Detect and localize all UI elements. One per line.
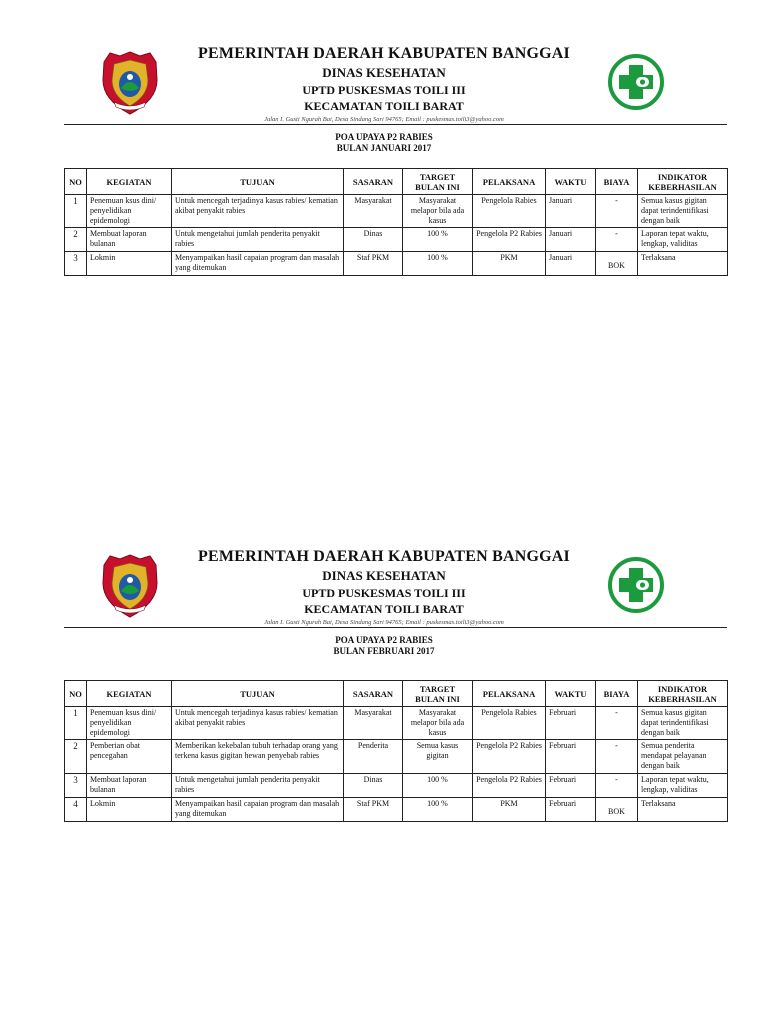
- row-biaya: [596, 798, 638, 822]
- poa-title: POA UPAYA P2 RABIES: [335, 132, 433, 142]
- row-pelaksana: PKM: [473, 798, 546, 822]
- address-line: Jalan I. Gusti Ngurah Bai, Desa Sindang Sari 94765; Email : puskesmas.toili3@yahoo.com: [264, 116, 504, 123]
- district-title: KECAMATAN TOILI BARAT: [304, 99, 464, 113]
- puskesmas-title: UPTD PUSKESMAS TOILI III: [302, 83, 466, 97]
- row-tujuan: Untuk mencegah terjadinya kasus rabies/ kematian akibat penyakit rabies: [172, 195, 344, 228]
- puskesmas-cross-logo-icon: [607, 556, 665, 614]
- puskesmas-cross-logo-icon: [607, 53, 665, 111]
- col-sasaran: SASARAN: [344, 169, 403, 195]
- row-tujuan: Untuk mengetahui jumlah penderita penyakit rabies: [172, 774, 344, 798]
- district-title: KECAMATAN TOILI BARAT: [304, 602, 464, 616]
- row-no: 1: [65, 195, 87, 228]
- col-no: NO: [65, 681, 87, 707]
- row-pelaksana: PKM: [473, 252, 546, 276]
- row-indikator: Semua kasus gigitan dapat terindentifikasi dengan baik: [638, 195, 728, 228]
- row-indikator: Semua kasus gigitan dapat terindentifikasi dengan baik: [638, 707, 728, 740]
- col-no: NO: [65, 169, 87, 195]
- row-no: 4: [65, 798, 87, 822]
- col-indikator: INDIKATOR KEBERHASILAN: [638, 681, 728, 707]
- row-waktu: Februari: [546, 774, 596, 798]
- row-target: 100 %: [403, 774, 473, 798]
- row-tujuan: Menyampaikan hasil capaian program dan masalah yang ditemukan: [172, 798, 344, 822]
- agency-title: DINAS KESEHATAN: [322, 65, 446, 80]
- header-divider: [64, 627, 727, 628]
- col-biaya: BIAYA: [596, 169, 638, 195]
- table-row: [65, 252, 728, 276]
- poa-table: [64, 168, 728, 276]
- row-sasaran: Staf PKM: [344, 252, 403, 276]
- row-kegiatan: Penemuan ksus dini/ penyelidikan epidemologi: [87, 707, 172, 740]
- col-sasaran: SASARAN: [344, 681, 403, 707]
- kabupaten-banggai-emblem-icon: [100, 553, 160, 619]
- col-tujuan: TUJUAN: [172, 681, 344, 707]
- row-indikator: Laporan tepat waktu, lengkap, validitas: [638, 228, 728, 252]
- row-biaya: -: [596, 195, 638, 228]
- row-indikator: Terlaksana: [638, 798, 728, 822]
- row-pelaksana: Pengelola Rabies: [473, 707, 546, 740]
- row-sasaran: Dinas: [344, 228, 403, 252]
- row-no: 3: [65, 252, 87, 276]
- row-sasaran: Masyarakat: [344, 707, 403, 740]
- row-kegiatan: Membuat laporan bulanan: [87, 774, 172, 798]
- row-biaya: -: [596, 774, 638, 798]
- poa-period: BULAN FEBRUARI 2017: [333, 646, 435, 656]
- poa-january-section: [0, 40, 768, 272]
- poa-heading: [0, 132, 768, 154]
- row-biaya: -: [596, 228, 638, 252]
- letterhead: [0, 543, 768, 626]
- col-pelaksana: PELAKSANA: [473, 169, 546, 195]
- col-target: TARGET BULAN INI: [403, 169, 473, 195]
- row-tujuan: Memberikan kekebalan tubuh terhadap orang yang terkena kasus gigitan hewan penyebab rabies: [172, 740, 344, 774]
- row-tujuan: Untuk mencegah terjadinya kasus rabies/ kematian akibat penyakit rabies: [172, 707, 344, 740]
- row-waktu: Januari: [546, 252, 596, 276]
- row-target: 100 %: [403, 252, 473, 276]
- row-sasaran: Dinas: [344, 774, 403, 798]
- row-waktu: Januari: [546, 228, 596, 252]
- row-no: 2: [65, 740, 87, 774]
- table-row: [65, 195, 728, 228]
- poa-february-section: [0, 543, 768, 818]
- row-indikator: Laporan tepat waktu, lengkap, validitas: [638, 774, 728, 798]
- row-biaya: -: [596, 707, 638, 740]
- col-target: TARGET BULAN INI: [403, 681, 473, 707]
- row-target: Semua kasus gigitan: [403, 740, 473, 774]
- poa-table: [64, 680, 728, 822]
- address-line: Jalan I. Gusti Ngurah Bai, Desa Sindang Sari 94765; Email : puskesmas.toili3@yahoo.com: [264, 619, 504, 626]
- col-pelaksana: PELAKSANA: [473, 681, 546, 707]
- letterhead: [0, 40, 768, 123]
- row-target: Masyarakat melapor bila ada kasus: [403, 195, 473, 228]
- row-biaya-value: BOK: [608, 261, 625, 270]
- row-kegiatan: Pemberian obat pencegahan: [87, 740, 172, 774]
- agency-title: DINAS KESEHATAN: [322, 568, 446, 583]
- col-kegiatan: KEGIATAN: [87, 681, 172, 707]
- government-title: PEMERINTAH DAERAH KABUPATEN BANGGAI: [198, 45, 570, 62]
- puskesmas-title: UPTD PUSKESMAS TOILI III: [302, 586, 466, 600]
- table-row: [65, 740, 728, 774]
- row-target: 100 %: [403, 228, 473, 252]
- table-row: [65, 228, 728, 252]
- col-waktu: WAKTU: [546, 681, 596, 707]
- row-waktu: Februari: [546, 707, 596, 740]
- row-target: Masyarakat melapor bila ada kasus: [403, 707, 473, 740]
- col-biaya: BIAYA: [596, 681, 638, 707]
- row-no: 1: [65, 707, 87, 740]
- government-title: PEMERINTAH DAERAH KABUPATEN BANGGAI: [198, 548, 570, 565]
- row-pelaksana: Pengelola P2 Rabies: [473, 228, 546, 252]
- row-pelaksana: Pengelola P2 Rabies: [473, 740, 546, 774]
- row-sasaran: Staf PKM: [344, 798, 403, 822]
- poa-heading: [0, 635, 768, 657]
- row-pelaksana: Pengelola Rabies: [473, 195, 546, 228]
- row-no: 2: [65, 228, 87, 252]
- table-row: [65, 774, 728, 798]
- row-sasaran: Penderita: [344, 740, 403, 774]
- poa-title: POA UPAYA P2 RABIES: [335, 635, 433, 645]
- row-biaya-value: BOK: [608, 807, 625, 816]
- col-waktu: WAKTU: [546, 169, 596, 195]
- poa-period: BULAN JANUARI 2017: [336, 143, 432, 153]
- row-waktu: Januari: [546, 195, 596, 228]
- header-divider: [64, 124, 727, 125]
- table-row: [65, 707, 728, 740]
- row-kegiatan: Lokmin: [87, 798, 172, 822]
- kabupaten-banggai-emblem-icon: [100, 50, 160, 116]
- row-indikator: Terlaksana: [638, 252, 728, 276]
- col-tujuan: TUJUAN: [172, 169, 344, 195]
- row-biaya: -: [596, 740, 638, 774]
- col-kegiatan: KEGIATAN: [87, 169, 172, 195]
- row-no: 3: [65, 774, 87, 798]
- table-row: [65, 798, 728, 822]
- row-indikator: Semua penderita mendapat pelayanan dengan baik: [638, 740, 728, 774]
- row-kegiatan: Membuat laporan bulanan: [87, 228, 172, 252]
- row-pelaksana: Pengelola P2 Rabies: [473, 774, 546, 798]
- row-waktu: Februari: [546, 798, 596, 822]
- row-kegiatan: Penemuan ksus dini/ penyelidikan epidemologi: [87, 195, 172, 228]
- row-kegiatan: Lokmin: [87, 252, 172, 276]
- col-indikator: INDIKATOR KEBERHASILAN: [638, 169, 728, 195]
- row-tujuan: Untuk mengetahui jumlah penderita penyakit rabies: [172, 228, 344, 252]
- row-sasaran: Masyarakat: [344, 195, 403, 228]
- row-tujuan: Menyampaikan hasil capaian program dan masalah yang ditemukan: [172, 252, 344, 276]
- row-waktu: Februari: [546, 740, 596, 774]
- row-biaya: [596, 252, 638, 276]
- row-target: 100 %: [403, 798, 473, 822]
